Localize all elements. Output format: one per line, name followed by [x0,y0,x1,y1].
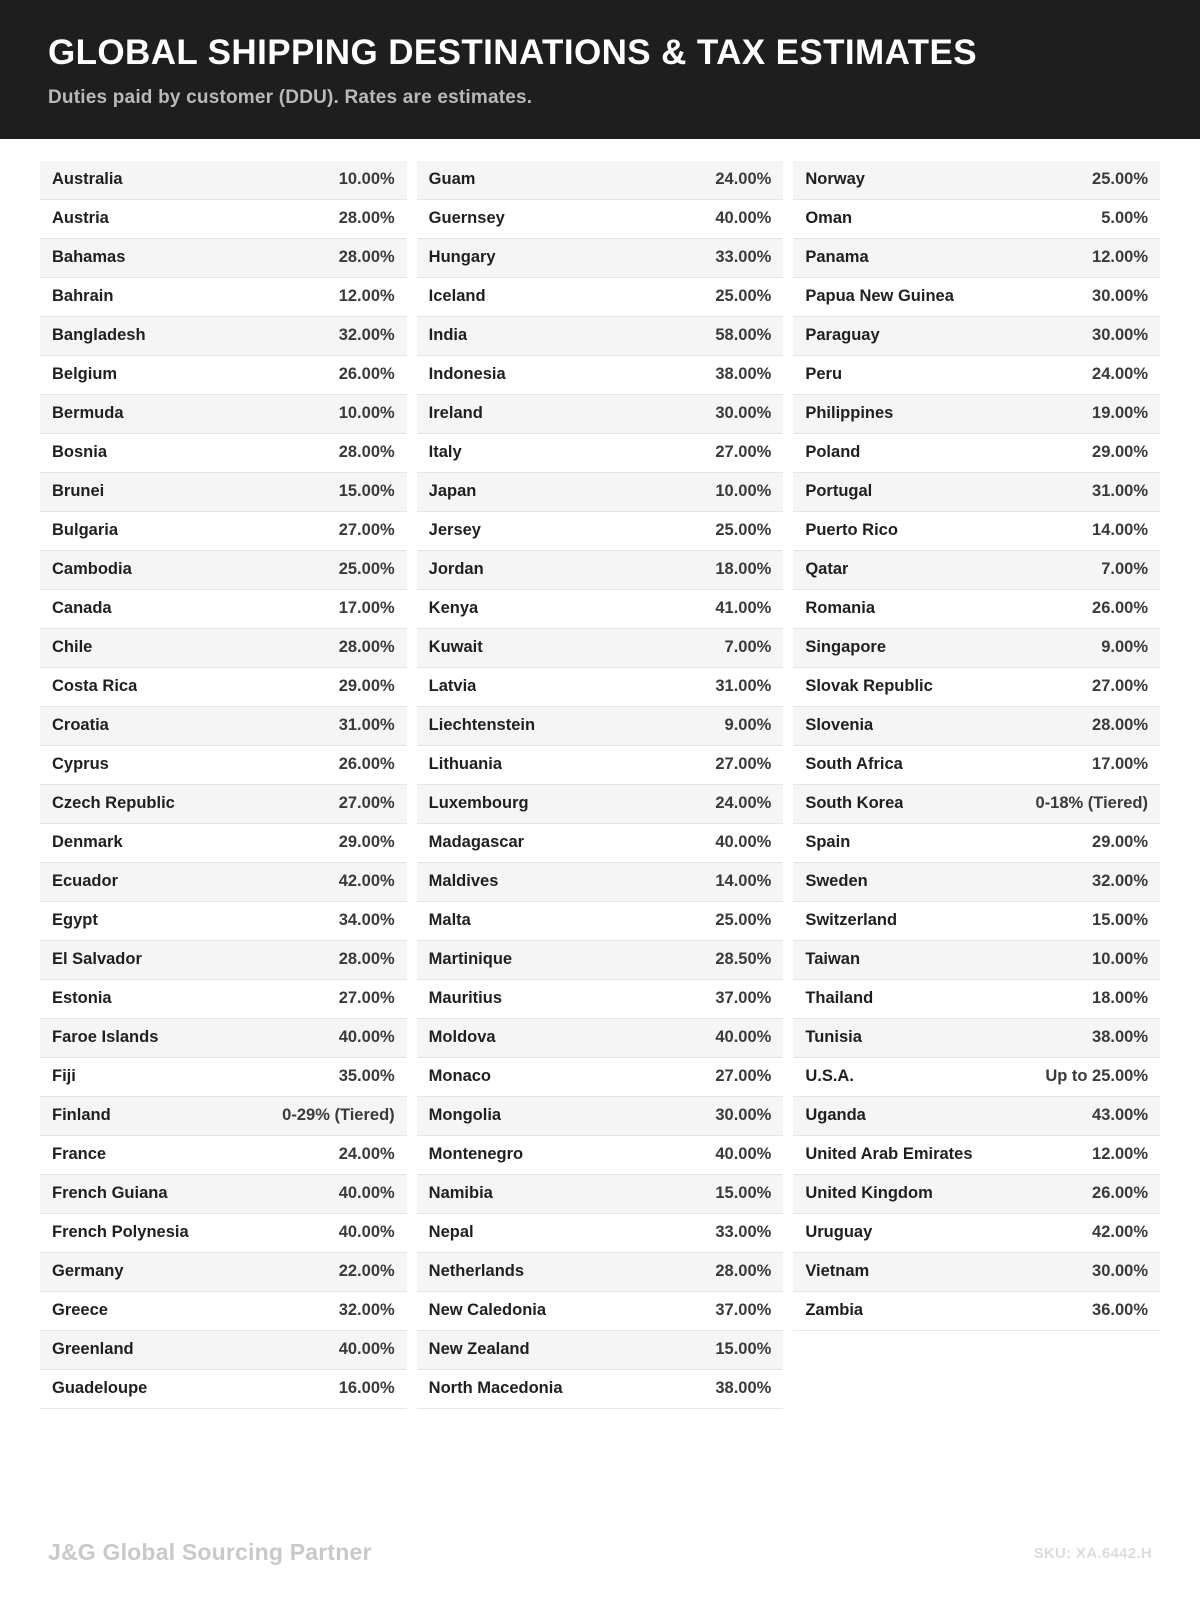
table-row [417,1331,784,1370]
table-row [417,707,784,746]
table-row [40,512,407,551]
country-name: Slovenia [805,716,874,734]
table-row [40,1019,407,1058]
tax-rate-value: 5.00% [1101,209,1149,227]
tax-rate-value: 14.00% [715,872,772,890]
table-row [40,785,407,824]
table-row [40,941,407,980]
page-header [0,0,1200,139]
table-row [417,590,784,629]
tax-rate-value: 28.00% [338,209,395,227]
tax-rate-value: 7.00% [1101,560,1149,578]
tax-rate-value: 25.00% [715,911,772,929]
table-row [793,785,1160,824]
table-row [40,551,407,590]
tax-rate-value: 25.00% [1092,170,1149,188]
tax-rate-value: 17.00% [1092,755,1149,773]
tax-rate-value: 28.00% [338,248,395,266]
table-row [40,1175,407,1214]
tax-rate-value: 10.00% [1092,950,1149,968]
table-row [417,161,784,200]
country-name: Nepal [428,1223,474,1241]
tax-rate-value: 40.00% [715,833,772,851]
table-row [40,1331,407,1370]
country-name: Luxembourg [428,794,529,812]
tax-rate-value: 42.00% [338,872,395,890]
page-subtitle: Duties paid by customer (DDU). Rates are estimates. [48,86,533,108]
country-name: France [52,1145,107,1163]
country-name: Guadeloupe [52,1379,148,1397]
table-row [40,356,407,395]
tax-rate-value: 29.00% [1092,833,1149,851]
table-row [40,200,407,239]
table-row [417,317,784,356]
table-row [40,239,407,278]
tax-rate-value: 15.00% [1092,911,1149,929]
country-name: Puerto Rico [805,521,898,539]
country-name: Bulgaria [52,521,119,539]
country-name: Hungary [428,248,496,266]
table-row [40,707,407,746]
tax-rate-value: 58.00% [715,326,772,344]
country-name: Latvia [428,677,477,695]
table-row [793,1175,1160,1214]
country-name: Bangladesh [52,326,146,344]
country-name: Estonia [52,989,112,1007]
table-row [417,668,784,707]
table-row [417,1136,784,1175]
tax-rate-value: 29.00% [1092,443,1149,461]
tax-rate-value: 25.00% [715,521,772,539]
country-name: Guam [428,170,476,188]
country-name: French Polynesia [52,1223,189,1241]
page-footer [0,1539,1200,1600]
tax-rate-value: 28.00% [338,950,395,968]
tax-rate-value: 32.00% [338,1301,395,1319]
table-row [793,824,1160,863]
country-name: Ireland [428,404,483,422]
country-name: Bermuda [52,404,124,422]
table-row [417,824,784,863]
table-row [793,434,1160,473]
tax-rate-value: 31.00% [338,716,395,734]
table-row [40,863,407,902]
tax-rate-value: 33.00% [715,248,772,266]
country-name: French Guiana [52,1184,168,1202]
tax-rate-value: 33.00% [715,1223,772,1241]
country-name: Liechtenstein [428,716,536,734]
country-name: Faroe Islands [52,1028,159,1046]
table-row [417,356,784,395]
tax-rate-value: 12.00% [338,287,395,305]
tax-rate-value: 27.00% [338,989,395,1007]
tax-rate-value: 15.00% [715,1184,772,1202]
table-row [793,707,1160,746]
table-row [40,629,407,668]
table-row [417,902,784,941]
country-name: Mauritius [428,989,503,1007]
country-name: Portugal [805,482,873,500]
table-row [40,1292,407,1331]
country-name: Denmark [52,833,123,851]
country-name: Spain [805,833,851,851]
rates-column-1 [40,161,407,1409]
country-name: Monaco [428,1067,492,1085]
table-row [793,278,1160,317]
tax-rate-value: 30.00% [1092,287,1149,305]
brand-label: J&G Global Sourcing Partner [48,1539,372,1565]
table-row [417,1214,784,1253]
tax-rate-value: 27.00% [715,443,772,461]
rates-column-3 [793,161,1160,1331]
tax-rate-value: 24.00% [338,1145,395,1163]
country-name: Fiji [52,1067,76,1085]
table-row [40,1058,407,1097]
country-name: Canada [52,599,112,617]
country-name: Kuwait [428,638,483,656]
country-name: Sweden [805,872,868,890]
tax-rate-value: 32.00% [338,326,395,344]
table-row [793,1136,1160,1175]
rates-column-2 [417,161,784,1409]
tax-rate-value: 27.00% [338,521,395,539]
country-name: New Zealand [428,1340,530,1358]
country-name: India [428,326,468,344]
country-name: Philippines [805,404,894,422]
tax-rate-value: 9.00% [724,716,772,734]
country-name: Tunisia [805,1028,862,1046]
table-row [793,200,1160,239]
table-row [417,1253,784,1292]
country-name: Bahamas [52,248,126,266]
country-name: Iceland [428,287,486,305]
tax-rate-value: 26.00% [338,755,395,773]
table-row [417,980,784,1019]
country-name: Peru [805,365,843,383]
tax-rate-value: 41.00% [715,599,772,617]
tax-rate-value: 19.00% [1092,404,1149,422]
tax-rate-value: 26.00% [1092,1184,1149,1202]
tax-rate-value: 15.00% [338,482,395,500]
tax-rate-value: 40.00% [715,1028,772,1046]
table-row [793,590,1160,629]
country-name: Finland [52,1106,111,1124]
tax-rate-value: 18.00% [715,560,772,578]
table-row [417,200,784,239]
tax-rate-value: 9.00% [1101,638,1149,656]
country-name: Lithuania [428,755,503,773]
tax-rate-value: 12.00% [1092,248,1149,266]
tax-rate-value: 24.00% [715,170,772,188]
table-row [40,1214,407,1253]
country-name: Germany [52,1262,124,1280]
tax-rate-value: 40.00% [338,1340,395,1358]
table-row [417,629,784,668]
tax-rate-value: 40.00% [715,209,772,227]
country-name: Moldova [428,1028,496,1046]
tax-rate-value: 7.00% [724,638,772,656]
tax-rate-value: 30.00% [1092,1262,1149,1280]
country-name: Poland [805,443,861,461]
tax-rate-value: 29.00% [338,677,395,695]
tax-rate-value: 40.00% [338,1028,395,1046]
table-row [793,629,1160,668]
tax-rate-value: 17.00% [338,599,395,617]
table-row [793,317,1160,356]
tax-rate-value: 24.00% [1092,365,1149,383]
table-row [40,395,407,434]
table-row [417,1097,784,1136]
table-row [793,395,1160,434]
tax-rate-value: 40.00% [715,1145,772,1163]
country-name: South Africa [805,755,903,773]
table-row [793,161,1160,200]
table-row [40,473,407,512]
table-row [417,473,784,512]
country-name: Czech Republic [52,794,175,812]
table-row [793,1253,1160,1292]
table-row [40,1370,407,1409]
table-row [417,551,784,590]
country-name: Greece [52,1301,108,1319]
country-name: Zambia [805,1301,864,1319]
table-row [40,980,407,1019]
country-name: Chile [52,638,93,656]
country-name: Thailand [805,989,874,1007]
tax-rate-value: Up to 25.00% [1045,1067,1149,1085]
table-row [40,1097,407,1136]
tax-rate-value: 27.00% [715,1067,772,1085]
tax-rate-value: 30.00% [715,404,772,422]
country-name: Uruguay [805,1223,873,1241]
tax-rate-value: 32.00% [1092,872,1149,890]
tax-rate-value: 43.00% [1092,1106,1149,1124]
country-name: South Korea [805,794,904,812]
tax-rate-value: 22.00% [338,1262,395,1280]
country-name: Papua New Guinea [805,287,954,305]
country-name: Qatar [805,560,849,578]
rates-content [0,139,1200,1540]
country-name: United Kingdom [805,1184,933,1202]
country-name: Bosnia [52,443,108,461]
country-name: Guernsey [428,209,505,227]
tax-rate-value: 10.00% [338,404,395,422]
tax-rate-value: 36.00% [1092,1301,1149,1319]
country-name: Panama [805,248,869,266]
country-name: Vietnam [805,1262,870,1280]
country-name: Taiwan [805,950,861,968]
table-row [417,941,784,980]
table-row [793,746,1160,785]
table-row [417,785,784,824]
country-name: Oman [805,209,853,227]
country-name: Cambodia [52,560,132,578]
country-name: Kenya [428,599,479,617]
table-row [417,1370,784,1409]
country-name: New Caledonia [428,1301,547,1319]
table-row [417,746,784,785]
tax-rate-value: 15.00% [715,1340,772,1358]
tax-rate-value: 30.00% [715,1106,772,1124]
table-row [793,473,1160,512]
tax-rate-value: 31.00% [715,677,772,695]
tax-rate-value: 0-29% (Tiered) [282,1106,395,1124]
country-name: Egypt [52,911,98,929]
country-name: Paraguay [805,326,880,344]
country-name: Jersey [428,521,481,539]
tax-rate-value: 10.00% [715,482,772,500]
tax-rate-value: 37.00% [715,989,772,1007]
tax-rate-value: 10.00% [338,170,395,188]
table-row [793,863,1160,902]
tax-rate-value: 29.00% [338,833,395,851]
tax-rate-value: 12.00% [1092,1145,1149,1163]
table-row [417,1175,784,1214]
tax-rate-value: 18.00% [1092,989,1149,1007]
country-name: Maldives [428,872,499,890]
tax-rate-value: 37.00% [715,1301,772,1319]
table-row [40,902,407,941]
country-name: Indonesia [428,365,506,383]
tax-rate-value: 34.00% [338,911,395,929]
table-row [417,1019,784,1058]
table-row [417,863,784,902]
tax-rate-value: 28.50% [715,950,772,968]
country-name: Slovak Republic [805,677,933,695]
table-row [793,941,1160,980]
table-row [40,161,407,200]
tax-rate-value: 16.00% [338,1379,395,1397]
country-name: U.S.A. [805,1067,854,1085]
country-name: Singapore [805,638,887,656]
table-row [417,395,784,434]
tax-rate-value: 27.00% [715,755,772,773]
table-row [793,1292,1160,1331]
country-name: Malta [428,911,471,929]
country-name: Jordan [428,560,484,578]
tax-rate-value: 27.00% [1092,677,1149,695]
tax-rate-value: 14.00% [1092,521,1149,539]
table-row [417,239,784,278]
country-name: Uganda [805,1106,866,1124]
table-row [793,980,1160,1019]
table-row [40,1253,407,1292]
country-name: Austria [52,209,109,227]
table-row [793,512,1160,551]
table-row [40,317,407,356]
country-name: Namibia [428,1184,493,1202]
table-row [793,668,1160,707]
tax-rate-value: 35.00% [338,1067,395,1085]
table-row [793,1019,1160,1058]
country-name: Mongolia [428,1106,502,1124]
tax-rate-value: 38.00% [715,1379,772,1397]
country-name: Greenland [52,1340,134,1358]
country-name: Australia [52,170,123,188]
tax-rate-value: 38.00% [1092,1028,1149,1046]
table-row [40,668,407,707]
tax-rate-value: 30.00% [1092,326,1149,344]
rates-columns [40,161,1160,1409]
table-row [793,239,1160,278]
tax-rate-value: 38.00% [715,365,772,383]
table-row [40,434,407,473]
country-name: Ecuador [52,872,119,890]
tax-rate-value: 25.00% [338,560,395,578]
country-name: North Macedonia [428,1379,563,1397]
table-row [793,356,1160,395]
page-title: GLOBAL SHIPPING DESTINATIONS & TAX ESTIMATES [48,33,977,72]
table-row [40,1136,407,1175]
table-row [40,278,407,317]
country-name: Croatia [52,716,109,734]
tax-rate-value: 27.00% [338,794,395,812]
tax-rate-value: 25.00% [715,287,772,305]
country-name: Norway [805,170,865,188]
country-name: Montenegro [428,1145,524,1163]
country-name: Italy [428,443,462,461]
country-name: Belgium [52,365,118,383]
country-name: Cyprus [52,755,109,773]
tax-rate-value: 0-18% (Tiered) [1035,794,1149,812]
country-name: Japan [428,482,477,500]
table-row [40,590,407,629]
country-name: El Salvador [52,950,142,968]
country-name: Martinique [428,950,513,968]
sku-label: SKU: XA.6442.H [1033,1545,1152,1562]
table-row [417,1292,784,1331]
country-name: Brunei [52,482,105,500]
table-row [793,902,1160,941]
tax-rate-value: 40.00% [338,1223,395,1241]
tax-rate-value: 26.00% [1092,599,1149,617]
country-name: Madagascar [428,833,525,851]
table-row [417,434,784,473]
tax-rate-value: 42.00% [1092,1223,1149,1241]
table-row [417,1058,784,1097]
country-name: Costa Rica [52,677,138,695]
country-name: United Arab Emirates [805,1145,973,1163]
tax-rate-value: 26.00% [338,365,395,383]
tax-rate-value: 28.00% [338,638,395,656]
tax-rate-value: 28.00% [1092,716,1149,734]
table-row [793,1097,1160,1136]
country-name: Romania [805,599,876,617]
table-row [40,746,407,785]
table-row [793,1214,1160,1253]
table-row [793,551,1160,590]
tax-rate-value: 28.00% [338,443,395,461]
country-name: Netherlands [428,1262,525,1280]
table-row [793,1058,1160,1097]
table-row [40,824,407,863]
tax-rate-value: 28.00% [715,1262,772,1280]
table-row [417,278,784,317]
country-name: Bahrain [52,287,114,305]
tax-rate-value: 40.00% [338,1184,395,1202]
table-row [417,512,784,551]
tax-rate-value: 24.00% [715,794,772,812]
tax-rate-value: 31.00% [1092,482,1149,500]
country-name: Switzerland [805,911,898,929]
